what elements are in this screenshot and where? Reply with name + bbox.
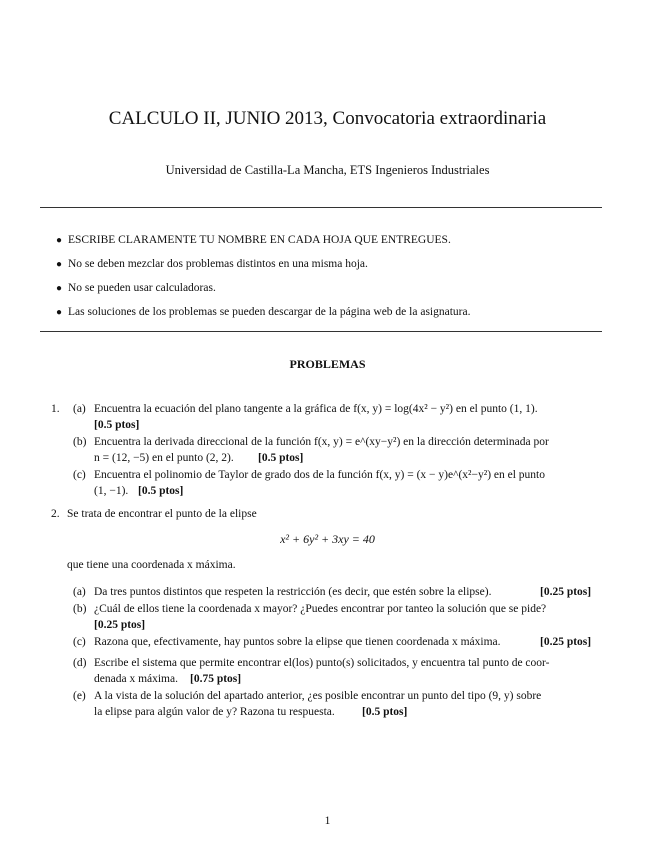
item-text: A la vista de la solución del apartado anterior, ¿es posible encontrar un punto del tipo (9, y) sobre — [94, 690, 542, 702]
problem-number: 2. — [51, 508, 60, 520]
ellipse-equation: x² + 6y² + 3xy = 40 — [280, 532, 375, 546]
instruction-item: ● No se pueden usar calculadoras. — [56, 281, 596, 305]
item-points: [0.5 ptos] — [258, 452, 304, 464]
item-text: Encuentra la ecuación del plano tangente a la gráfica de f(x, y) = log(4x² − y²) en el punto (1, 1). — [94, 403, 538, 415]
item-points: [0.5 ptos] — [138, 485, 184, 497]
item-points: [0.5 ptos] — [94, 419, 140, 431]
problem-number: 1. — [51, 403, 60, 415]
item-text: Encuentra la derivada direccional de la función f(x, y) = e^(xy−y²) en la dirección determinada por — [94, 436, 549, 448]
item-label: (d) — [73, 657, 87, 669]
problem-after: que tiene una coordenada x máxima. — [67, 559, 236, 571]
document-subtitle: Universidad de Castilla-La Mancha, ETS Ingenieros Industriales — [165, 163, 490, 177]
item-text: ¿Cuál de ellos tiene la coordenada x mayor? ¿Puedes encontrar por tanteo la solución que se pide? — [94, 603, 547, 615]
item-text: Da tres puntos distintos que respeten la restricción (es decir, que estén sobre la elipse). — [94, 586, 492, 598]
instruction-item: ● No se deben mezclar dos problemas distintos en una misma hoja. — [56, 257, 596, 281]
item-label: (a) — [73, 586, 86, 598]
item-label: (b) — [73, 436, 87, 448]
item-text-cont: (1, −1). — [94, 485, 129, 497]
item-label: (b) — [73, 603, 87, 615]
item-points: [0.25 ptos] — [540, 636, 592, 648]
page-number: 1 — [324, 815, 331, 827]
item-points: [0.75 ptos] — [190, 673, 242, 685]
item-label: (c) — [73, 636, 86, 648]
document-title: CALCULO II, JUNIO 2013, Convocatoria extraordinaria — [108, 108, 547, 129]
item-label: (c) — [73, 469, 86, 481]
bullet-icon: ● — [56, 235, 63, 246]
instruction-item: ● ESCRIBE CLARAMENTE TU NOMBRE EN CADA HOJA QUE ENTREGUES. — [56, 233, 596, 257]
section-heading: PROBLEMAS — [289, 357, 366, 371]
item-points: [0.25 ptos] — [94, 619, 146, 631]
item-points: [0.25 ptos] — [540, 586, 592, 598]
item-points: [0.5 ptos] — [362, 706, 408, 718]
bullet-icon: ● — [56, 259, 63, 270]
item-label: (a) — [73, 403, 86, 415]
item-text-cont: n = (12, −5) en el punto (2, 2). — [94, 452, 234, 464]
item-label: (e) — [73, 690, 86, 702]
bullet-icon: ● — [56, 307, 63, 318]
item-text: Escribe el sistema que permite encontrar el(los) punto(s) solicitados, y encuentra tal punto de coor- — [94, 657, 550, 669]
item-text-cont: denada x máxima. — [94, 673, 178, 685]
bullet-icon: ● — [56, 283, 63, 294]
problem-intro: Se trata de encontrar el punto de la elipse — [67, 508, 257, 520]
item-text: Razona que, efectivamente, hay puntos sobre la elipse que tienen coordenada x máxima. — [94, 636, 501, 648]
item-text-cont: la elipse para algún valor de y? Razona tu respuesta. — [94, 706, 335, 718]
instruction-item: ● Las soluciones de los problemas se pueden descargar de la página web de la asignatura. — [56, 305, 596, 329]
item-text: Encuentra el polinomio de Taylor de grado dos de la función f(x, y) = (x − y)e^(x²−y²) en el punto — [94, 469, 545, 481]
